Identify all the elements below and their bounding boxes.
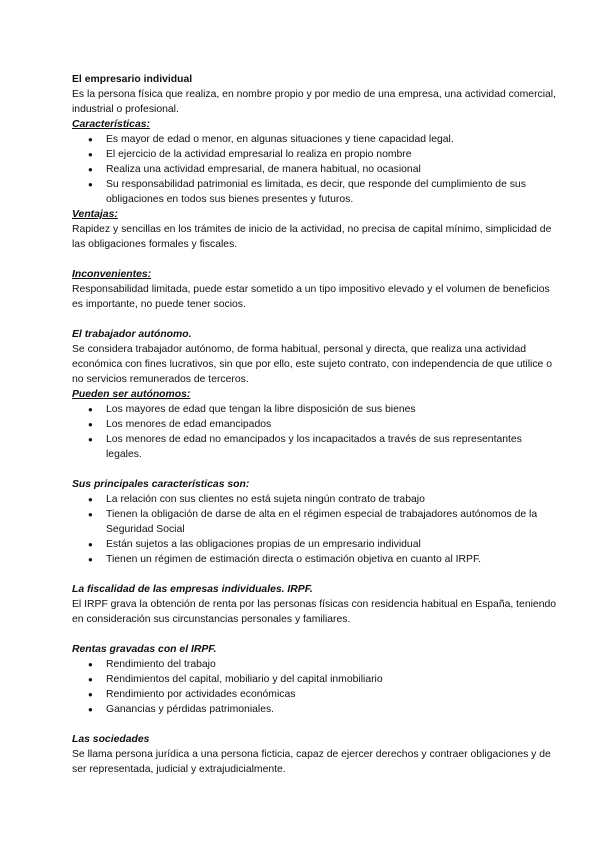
list-item: ● Realiza una actividad empresarial, de manera habitual, no ocasional	[72, 162, 560, 177]
sociedades-text: Se llama persona jurídica a una persona ficticia, capaz de ejercer derechos y contraer obligaciones y de ser representada, judicial y extrajudicialmente.	[72, 749, 551, 775]
list-item: ● Los menores de edad emancipados	[72, 417, 560, 432]
rentas-title: Rentas gravadas con el IRPF.	[72, 644, 217, 655]
pueden-list	[72, 402, 560, 462]
list-item: ● Rendimientos del capital, mobiliario y del capital inmobiliario	[72, 672, 560, 687]
spacer	[72, 462, 560, 477]
list-item: ● Rendimiento por actividades económicas	[72, 687, 560, 702]
caracteristicas-list	[72, 132, 560, 207]
ventajas-heading: Ventajas:	[72, 209, 118, 220]
rentas-list	[72, 657, 560, 717]
fiscalidad-title: La fiscalidad de las empresas individuales. IRPF.	[72, 584, 313, 595]
list-item: ● Están sujetos a las obligaciones propias de un empresario individual	[72, 537, 560, 552]
autonomo-caracteristicas-heading: Sus principales características son:	[72, 479, 250, 490]
spacer	[72, 717, 560, 732]
list-item: ● Los mayores de edad que tengan la libre disposición de sus bienes	[72, 402, 560, 417]
list-item: ● Rendimiento del trabajo	[72, 657, 560, 672]
inconvenientes-heading: Inconvenientes:	[72, 269, 152, 280]
caracteristicas-heading: Características:	[72, 119, 150, 130]
list-item: ● El ejercicio de la actividad empresarial lo realiza en propio nombre	[72, 147, 560, 162]
list-item: ● La relación con sus clientes no está sujeta ningún contrato de trabajo	[72, 492, 560, 507]
list-item: ● Tienen un régimen de estimación directa o estimación objetiva en cuanto al IRPF.	[72, 552, 560, 567]
pueden-heading: Pueden ser autónomos:	[72, 389, 191, 400]
spacer	[72, 252, 560, 267]
fiscalidad-text: El IRPF grava la obtención de renta por las personas físicas con residencia habitual en España, teniendo en consideración sus circunstancias personales y familiares.	[72, 599, 557, 625]
inconvenientes-text: Responsabilidad limitada, puede estar sometido a un tipo impositivo elevado y el volumen de beneficios es importante, no puede tener socios.	[72, 284, 550, 310]
autonomo-definition: Se considera trabajador autónomo, de forma habitual, personal y directa, que realiza una actividad económica con fines lucrativos, sin que por ello, este sujeto contrato, con independencia de que utilice o no servicios remunerados de terceros.	[72, 344, 552, 385]
ventajas-text: Rapidez y sencillas en los trámites de inicio de la actividad, no precisa de capital mínimo, simplicidad de las obligaciones formales y fiscales.	[72, 224, 552, 250]
spacer	[72, 312, 560, 327]
autonomo-caracteristicas-list	[72, 492, 560, 567]
empresario-definition: Es la persona física que realiza, en nombre propio y por medio de una empresa, una actividad comercial, industrial o profesional.	[72, 89, 557, 115]
empresario-title: El empresario individual	[72, 74, 193, 85]
spacer	[72, 627, 560, 642]
list-item: ● Los menores de edad no emancipados y los incapacitados a través de sus representantes legales.	[72, 432, 560, 462]
list-item: ● Tienen la obligación de darse de alta en el régimen especial de trabajadores autónomos de la Seguridad Social	[72, 507, 560, 537]
autonomo-title: El trabajador autónomo.	[72, 329, 192, 340]
list-item: ● Ganancias y pérdidas patrimoniales.	[72, 702, 560, 717]
sociedades-title: Las sociedades	[72, 734, 150, 745]
list-item: ● Es mayor de edad o menor, en algunas situaciones y tiene capacidad legal.	[72, 132, 560, 147]
spacer	[72, 567, 560, 582]
list-item: ● Su responsabilidad patrimonial es limitada, es decir, que responde del cumplimiento de sus obligaciones en todos sus bienes presentes y futuros.	[72, 177, 560, 207]
